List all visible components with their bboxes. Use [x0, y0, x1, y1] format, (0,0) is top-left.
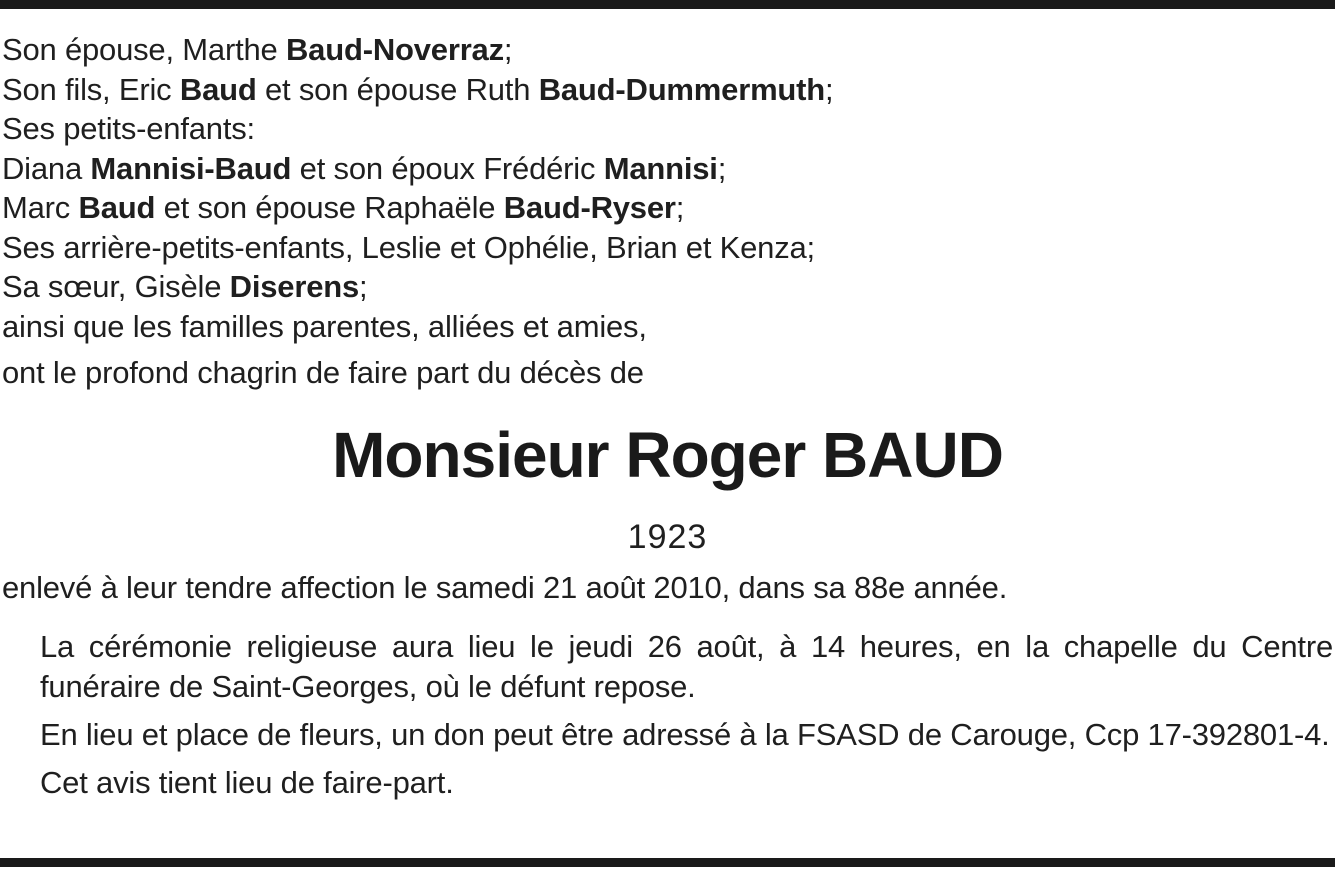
sister-text: Sa sœur, Gisèle: [2, 269, 230, 304]
granddaughter-surname: Mannisi-Baud: [90, 150, 292, 186]
family-line-son: [2, 70, 1322, 110]
family-line-spouse: [2, 30, 1322, 70]
granddaughter-text: Diana: [2, 150, 91, 186]
son-text-2: et son épouse Ruth: [256, 71, 539, 107]
family-line-relatives: [2, 307, 1322, 347]
donation-note: En lieu et place de fleurs, un don peut être adressé à la FSASD de Carouge, Ccp 17-392801-4.: [40, 717, 1330, 752]
spouse-punct: ;: [503, 32, 513, 67]
sister-punct: ;: [359, 269, 368, 304]
grandson-punct: ;: [675, 190, 685, 225]
grandson-text-2: et son épouse Raphaële: [155, 190, 504, 225]
son-punct: ;: [825, 71, 834, 107]
great-grandchildren-text: Ses arrière-petits-enfants, Leslie et Ophélie, Brian et Kenza;: [2, 229, 815, 265]
grandson-spouse-surname: Baud-Ryser: [503, 190, 676, 225]
grandson-text: Marc: [2, 190, 79, 225]
ceremony-note: La cérémonie religieuse aura lieu le jeudi 26 août, à 14 heures, en la chapelle du Centre funéraire de Saint-Georges, où le défunt repose.: [40, 629, 1333, 704]
bottom-rule: [0, 858, 1335, 867]
family-list: [2, 30, 1322, 393]
family-line-granddaughter: [2, 149, 1322, 189]
deceased-name: Monsieur Roger BAUD: [332, 419, 1003, 491]
announcement-intro: [2, 353, 1322, 393]
grandchildren-heading: Ses petits-enfants:: [2, 111, 255, 146]
relatives-text: ainsi que les familles parentes, alliées et amies,: [2, 308, 647, 344]
granddaughter-spouse-surname: Mannisi: [603, 150, 718, 186]
passing-statement: enlevé à leur tendre affection le samedi 21 août 2010, dans sa 88e année.: [2, 570, 1008, 605]
family-line-grandchildren-heading: [2, 109, 1322, 149]
granddaughter-text-2: et son époux Frédéric: [291, 150, 604, 186]
son-spouse-surname: Baud-Dummermuth: [538, 71, 826, 107]
birth-year: 1923: [627, 518, 708, 556]
granddaughter-punct: ;: [717, 150, 727, 186]
closing-note: Cet avis tient lieu de faire-part.: [40, 765, 454, 800]
sister-surname: Diserens: [229, 269, 360, 304]
announcement-intro-text: ont le profond chagrin de faire part du décès de: [2, 355, 644, 390]
family-line-grandson: [2, 188, 1322, 228]
spouse-surname: Baud-Noverraz: [286, 32, 504, 67]
top-rule: [0, 0, 1335, 9]
notice-details: [40, 627, 1333, 803]
son-text: Son fils, Eric: [2, 71, 180, 107]
son-surname: Baud: [179, 71, 257, 107]
spouse-text: Son épouse, Marthe: [2, 32, 286, 67]
family-line-great-grandchildren: [2, 228, 1322, 268]
grandson-surname: Baud: [78, 190, 156, 225]
family-line-sister: [2, 267, 1322, 307]
